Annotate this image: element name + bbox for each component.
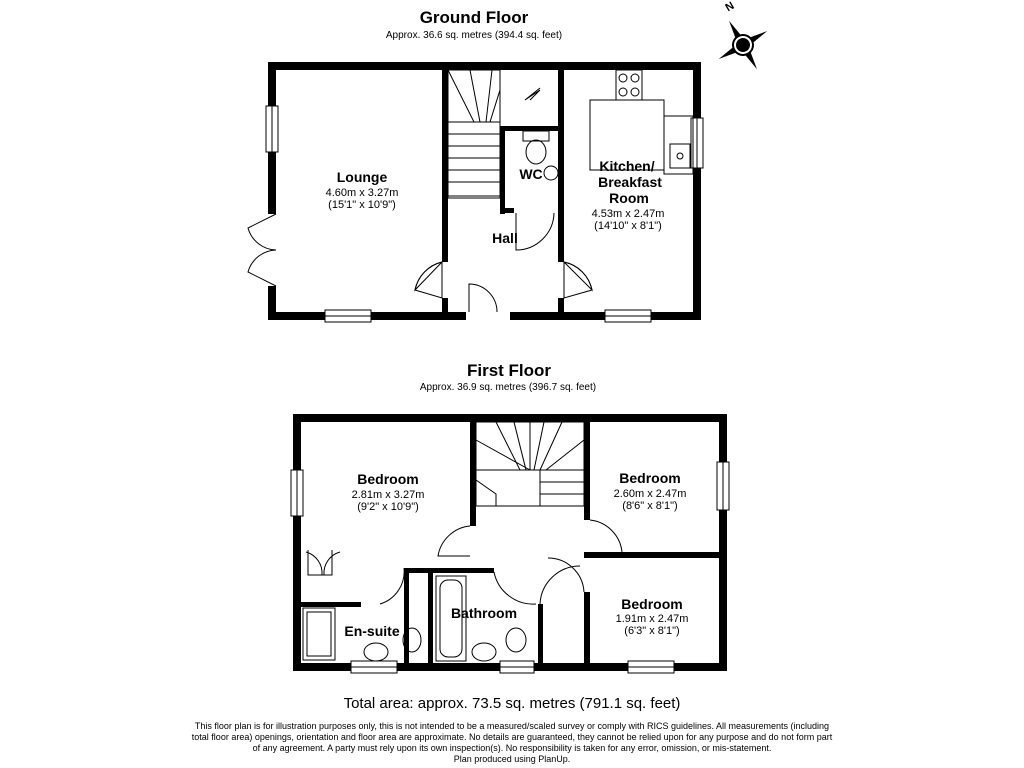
first-floor-title: First Floor (466, 361, 552, 380)
ground-floor-title: Ground Floor (419, 8, 529, 27)
disclaimer (110, 721, 914, 765)
kitchen-name-line3: Room (609, 190, 649, 206)
wc-fixtures (516, 131, 558, 250)
disclaimer-line-1: This floor plan is for illustration purposes only, this is not intended to be a measured/scaled survey or comply with RICS guidelines. All measurements (including (194, 721, 830, 731)
bedroom1-name: Bedroom (357, 471, 419, 487)
kitchen-size-imperial: (14'10" x 8'1") (594, 220, 662, 232)
bedroom1-size-imperial: (9'2" x 10'9") (357, 501, 419, 513)
compass-north-label: N (723, 0, 737, 15)
total-area: Total area: approx. 73.5 sq. metres (791.1 sq. feet) (343, 695, 681, 712)
ground-floor-plan (0, 0, 1024, 360)
disclaimer-line-4: Plan produced using PlanUp. (453, 754, 571, 764)
bedroom3-size-metric: 1.91m x 2.47m (615, 613, 689, 625)
kitchen-name-line2: Breakfast (598, 174, 662, 190)
bedroom2-size-imperial: (8'6" x 8'1") (622, 500, 678, 512)
bedroom3-size-imperial: (6'3" x 8'1") (624, 625, 680, 637)
bedroom2-name: Bedroom (619, 470, 681, 486)
ground-floor-interior-walls (442, 70, 564, 312)
first-floor-stairs (476, 422, 584, 506)
ground-floor-doors (248, 214, 592, 312)
disclaimer-line-3: of any agreement. A party must rely upon its own inspection(s). No responsibility is taken for any error, omission, or mis-statement. (252, 743, 772, 753)
bedroom1-size-metric: 2.81m x 3.27m (351, 489, 425, 501)
lounge-size-imperial: (15'1" x 10'9") (328, 199, 396, 211)
bedroom2-size-metric: 2.60m x 2.47m (613, 488, 687, 500)
bathroom-name: Bathroom (450, 605, 518, 621)
lounge-name: Lounge (336, 169, 388, 185)
ensuite-name: En-suite (344, 623, 400, 639)
first-floor-plan (0, 400, 1024, 680)
kitchen-name-line1: Kitchen/ (599, 158, 655, 174)
first-floor-doors (380, 520, 622, 604)
first-floor-area: Approx. 36.9 sq. metres (396.7 sq. feet) (419, 382, 597, 393)
hall-name: Hall (492, 230, 518, 246)
wc-name: WC (519, 166, 543, 182)
kitchen-size-metric: 4.53m x 2.47m (591, 208, 665, 220)
lounge-size-metric: 4.60m x 3.27m (325, 187, 399, 199)
bedroom3-name: Bedroom (621, 596, 683, 612)
disclaimer-line-2: total floor area) openings, orientation and floor area are approximate. No details are guaranteed, they cannot be relied upon for any purpose and do not form part (191, 732, 833, 742)
ground-floor-area: Approx. 36.6 sq. metres (394.4 sq. feet) (385, 30, 563, 41)
